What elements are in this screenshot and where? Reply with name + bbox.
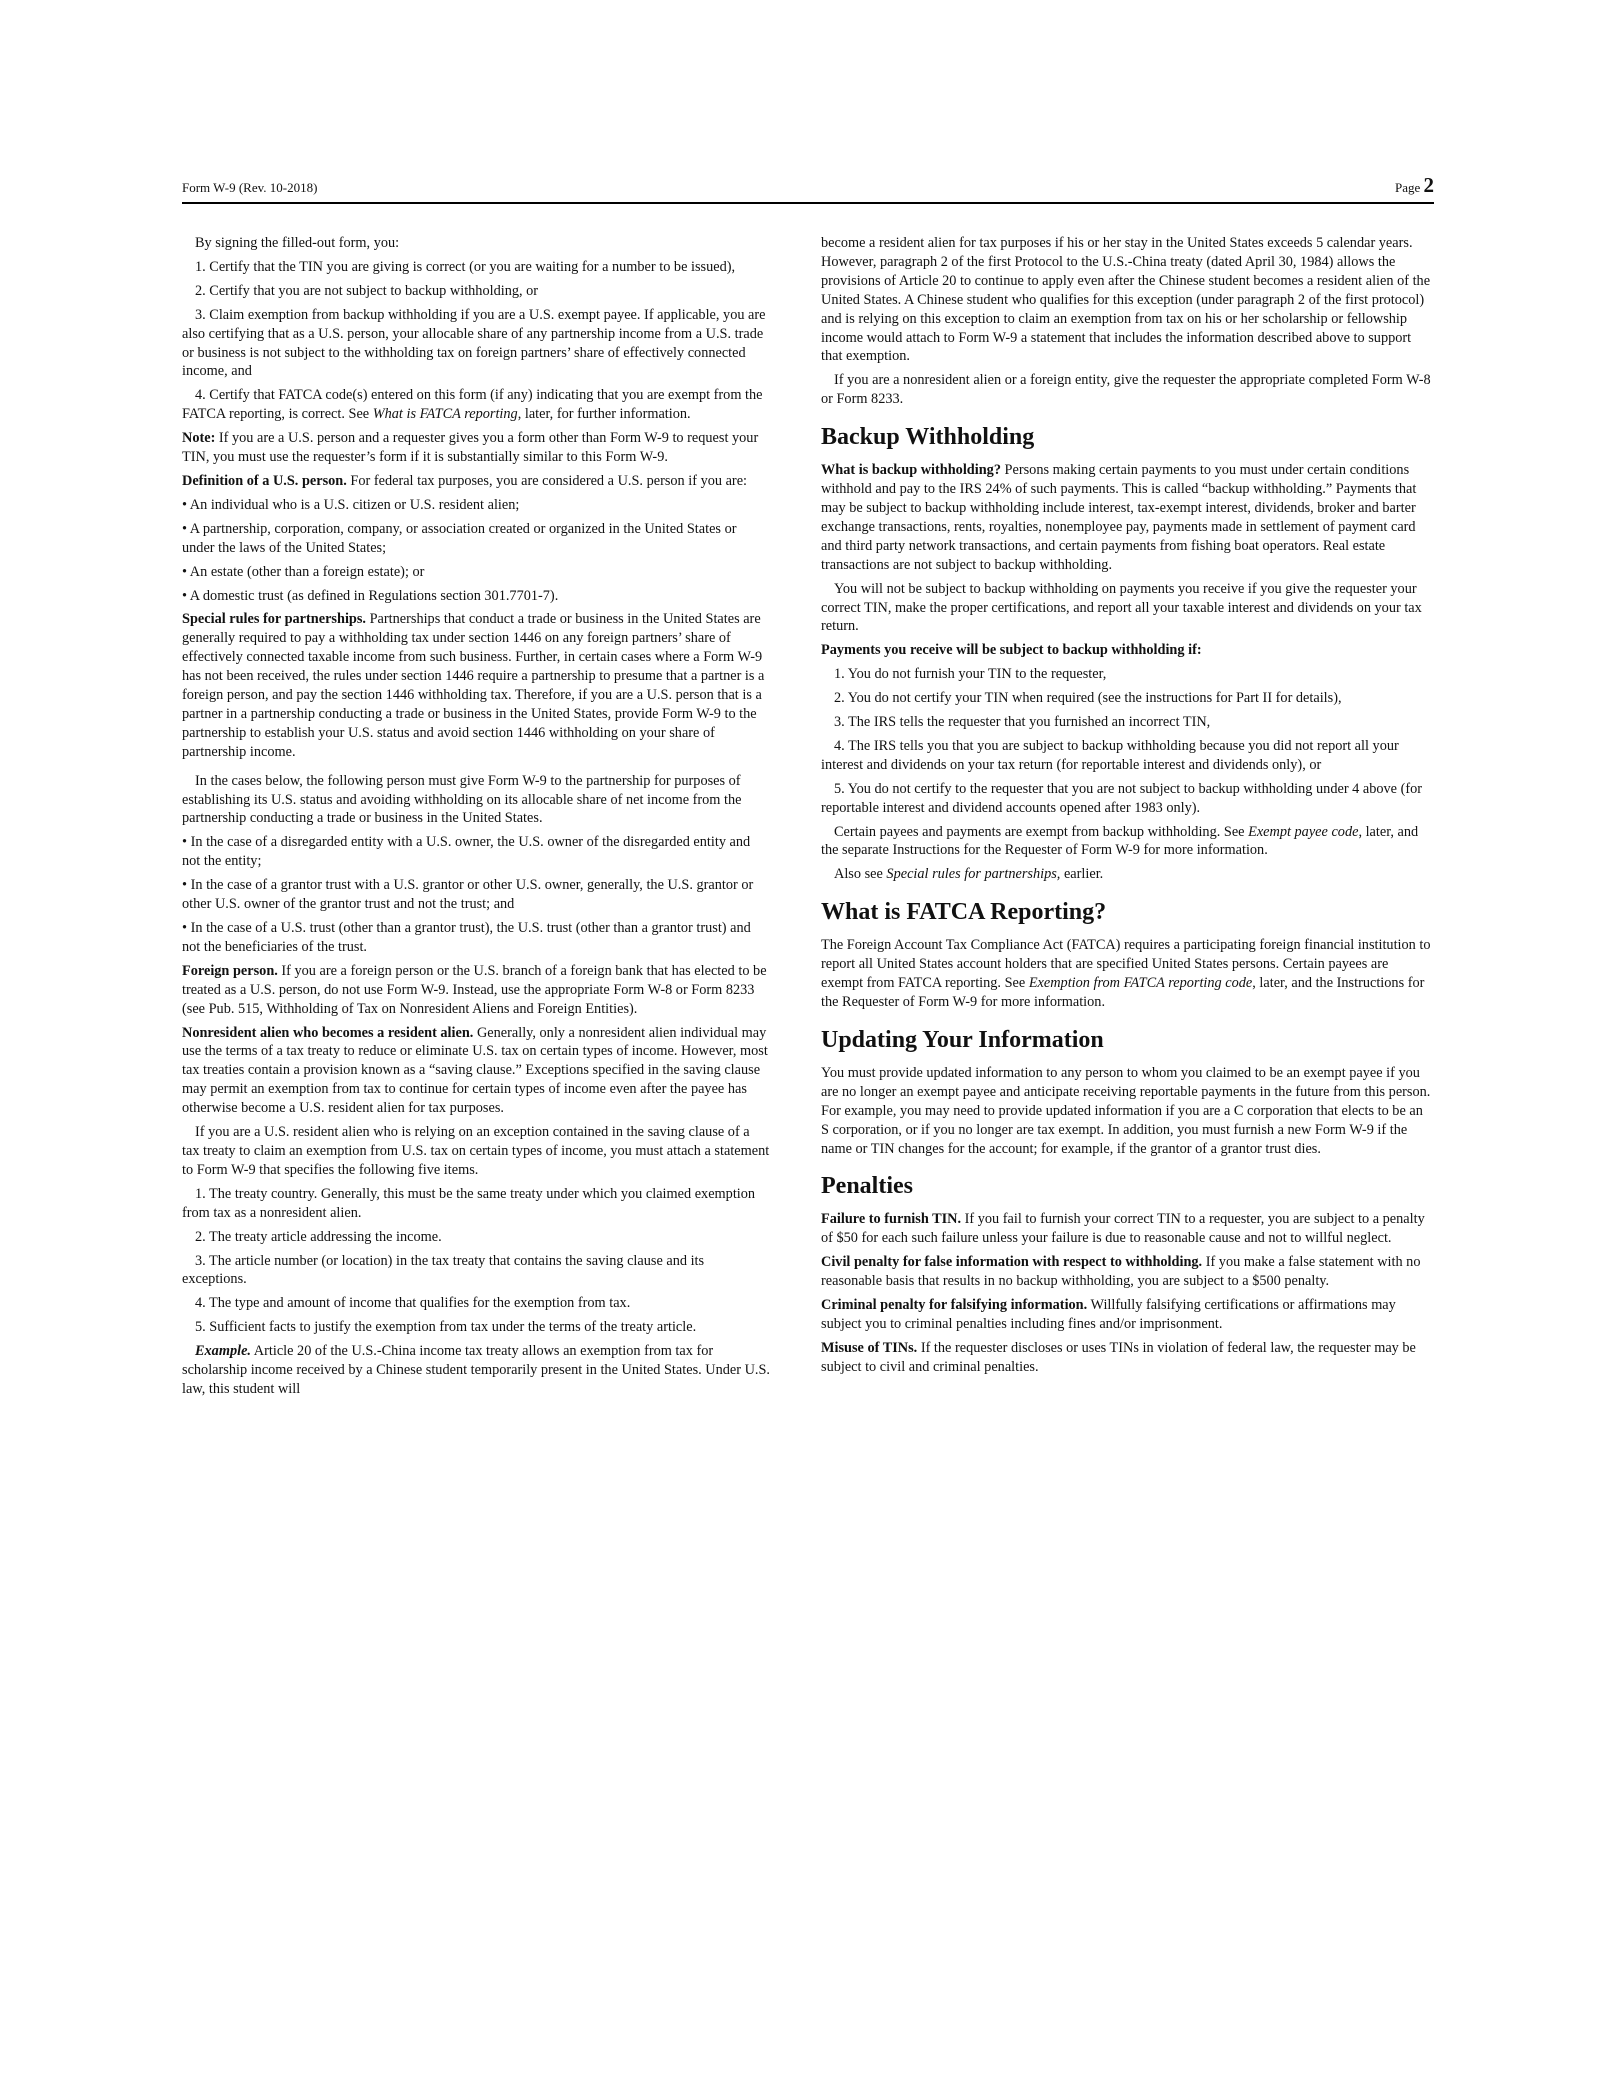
bullet-item: • In the case of a disregarded entity with a U.S. owner, the U.S. owner of the disregarded entity and not the entity; <box>182 834 751 870</box>
cross-reference: What is FATCA reporting <box>372 406 518 423</box>
list-item: 3. The IRS tells the requester that you furnished an incorrect TIN, <box>834 714 1211 731</box>
text: Generally, only a nonresident alien individual may use the terms of a tax treaty to reduce or eliminate U.S. tax on certain types of income. However, most tax treaties contain a provision known as a “saving clause.” Exceptions specified in the saving clause may permit an exemption from tax to continue for certain types of income even after the payee has otherwise become a U.S. resident alien for tax purposes. <box>182 1024 768 1117</box>
foreign-person-paragraph <box>182 962 770 1019</box>
note-paragraph <box>182 429 770 467</box>
definition-paragraph <box>182 472 770 491</box>
backup-withholding-paragraph <box>821 461 1432 574</box>
text: Also see <box>834 866 887 883</box>
text: Persons making certain payments to you must under certain conditions withhold and pay to the IRS 24% of such payments. This is called “backup withholding.” Payments that may be subject to backup withholding include interest, tax-exempt interest, dividends, broker and barter exchange transactions, rents, royalties, nonemployee pay, payments made in settlement of payment card and third party network transactions, and certain payments from fishing boat operators. Real estate transactions are not subject to backup withholding. <box>821 462 1417 573</box>
paragraph: By signing the filled-out form, you: <box>195 235 400 251</box>
run-in-heading: Example. <box>195 1343 251 1360</box>
page-prefix: Page <box>1394 180 1421 195</box>
text: Willfully falsifying certifications or affirmations may subject you to criminal penalties including fines and/or imprisonment. <box>821 1297 1396 1332</box>
list-item: 3. The article number (or location) in the tax treaty that contains the saving clause and its exceptions. <box>182 1252 705 1288</box>
section-heading-backup-withholding: Backup Withholding <box>821 424 1035 451</box>
list-item: 5. You do not certify to the requester that you are not subject to backup withholding under 4 above (for reportable interest and dividend accounts opened after 1983 only). <box>821 780 1423 816</box>
text: , later, and the Instructions for the Requester of Form W-9 for more information. <box>821 975 1425 1010</box>
heading-text: Payments you receive will be subject to backup withholding if: <box>821 642 1202 659</box>
form-id: Form W-9 (Rev. 10-2018) <box>182 180 318 195</box>
right-column <box>821 234 1432 1382</box>
run-in-heading: What is backup withholding? <box>821 462 1001 479</box>
run-in-heading <box>821 641 1432 660</box>
text: If you are a foreign person or the U.S. branch of a foreign bank that has elected to be treated as a U.S. person, do not use Form W-9. Instead, use the appropriate Form W-8 or Form 8233 (see Pub. 515, Withholding of Tax on Nonresident Aliens and Foreign Entities). <box>182 962 767 1017</box>
paragraph <box>821 865 1432 884</box>
list-item: 3. Claim exemption from backup withholding if you are a U.S. exempt payee. If applicable, you are also certifying that as a U.S. person, your allocable share of any partnership income from a U.S. trade or business is not subject to the withholding tax on foreign partners’ share of effectively connected income, and <box>182 306 766 380</box>
run-in-heading: Nonresident alien who becomes a resident alien. <box>182 1024 474 1041</box>
list-item: 4. The type and amount of income that qualifies for the exemption from tax. <box>195 1295 631 1312</box>
run-in-heading: Failure to furnish TIN. <box>821 1211 962 1228</box>
penalty-paragraph <box>821 1339 1432 1377</box>
penalty-paragraph <box>821 1253 1432 1291</box>
page-header <box>182 172 1434 204</box>
bullet-item: • An estate (other than a foreign estate); or <box>182 563 425 580</box>
list-item: 4. The IRS tells you that you are subject to backup withholding because you did not report all your interest and dividends on your tax return (for reportable interest and dividends only), or <box>821 737 1399 773</box>
list-item: 2. Certify that you are not subject to backup withholding, or <box>195 282 539 299</box>
penalty-paragraph <box>821 1210 1432 1248</box>
run-in-heading: Misuse of TINs. <box>821 1339 918 1356</box>
text: The Foreign Account Tax Compliance Act (FATCA) requires a participating foreign financial institution to report all United States account holders that are specified United States persons. Certain payees are exempt from FATCA reporting. See <box>821 937 1431 992</box>
text: For federal tax purposes, you are considered a U.S. person if you are: <box>346 472 748 489</box>
section-heading-updating: Updating Your Information <box>821 1026 1104 1053</box>
list-item: 2. The treaty article addressing the income. <box>195 1228 442 1245</box>
paragraph: You must provide updated information to any person to whom you claimed to be an exempt payee if you are no longer an exempt payee and anticipate receiving reportable payments in the future from this person. For example, you may need to provide updated information if you are a C corporation that elects to be an S corporation, or if you no longer are tax exempt. In addition, you must furnish a new Form W-9 if the name or TIN changes for the account; for example, if the grantor of a grantor trust dies. <box>821 1064 1431 1157</box>
list-item: 1. The treaty country. Generally, this must be the same treaty under which you claimed exemption from tax as a nonresident alien. <box>182 1185 756 1221</box>
paragraph: In the cases below, the following person must give Form W-9 to the partnership for purposes of establishing its U.S. status and avoiding withholding on its allocable share of net income from the partnership conducting a trade or business in the United States. <box>182 772 742 827</box>
run-in-heading: Criminal penalty for falsifying information. <box>821 1297 1088 1314</box>
bullet-item: • A domestic trust (as defined in Regulations section 301.7701-7). <box>182 587 559 604</box>
paragraph: If you are a U.S. resident alien who is relying on an exception contained in the saving clause of a tax treaty to claim an exemption from U.S. tax on certain types of income, you must attach a statement to Form W-9 that specifies the following five items. <box>182 1124 770 1178</box>
page-label <box>1395 173 1434 198</box>
cross-reference: Exemption from FATCA reporting code <box>1028 975 1253 992</box>
run-in-heading: Definition of a U.S. person. <box>182 472 347 489</box>
cross-reference: Exempt payee code <box>1248 823 1359 840</box>
paragraph: If you are a nonresident alien or a foreign entity, give the requester the appropriate completed Form W-8 or Form 8233. <box>821 372 1431 408</box>
special-rules-paragraph <box>182 610 770 761</box>
bullet-item: • A partnership, corporation, company, or association created or organized in the United States or under the laws of the United States; <box>182 520 737 556</box>
text: , later, for further information. <box>517 406 691 423</box>
paragraph: You will not be subject to backup withholding on payments you receive if you give the requester your correct TIN, make the proper certifications, and report all your taxable interest and dividends on your tax return. <box>821 580 1422 635</box>
section-heading-penalties: Penalties <box>821 1173 913 1200</box>
list-item: 5. Sufficient facts to justify the exemption from tax under the terms of the treaty article. <box>195 1319 697 1336</box>
text: , later, and the separate Instructions for the Requester of Form W-9 for more information. <box>821 823 1419 859</box>
paragraph <box>821 936 1432 1012</box>
text: Certain payees and payments are exempt from backup withholding. See <box>834 823 1249 840</box>
list-item: 1. You do not furnish your TIN to the requester, <box>834 666 1107 683</box>
list-item: 2. You do not certify your TIN when required (see the instructions for Part II for details), <box>834 690 1342 707</box>
run-in-heading: Foreign person. <box>182 962 278 979</box>
penalty-paragraph <box>821 1296 1432 1334</box>
cross-reference: Special rules for partnerships, <box>886 866 1061 883</box>
list-item <box>182 386 770 424</box>
text: earlier. <box>1060 866 1104 883</box>
page-number: 2 <box>1423 173 1434 197</box>
bullet-item: • In the case of a grantor trust with a U.S. grantor or other U.S. owner, generally, the U.S. grantor or other U.S. owner of the grantor trust and not the trust; and <box>182 877 754 913</box>
text: If the requester discloses or uses TINs in violation of federal law, the requester may be subject to civil and criminal penalties. <box>821 1339 1416 1375</box>
example-paragraph <box>182 1342 770 1399</box>
run-in-heading: Note: <box>182 430 216 447</box>
nonresident-alien-paragraph <box>182 1024 770 1119</box>
paragraph <box>821 823 1432 861</box>
paragraph: become a resident alien for tax purposes if his or her stay in the United States exceeds 5 calendar years. However, paragraph 2 of the first Protocol to the U.S.-China treaty (dated April 30, 1984) allows the provisions of Article 20 to continue to apply even after the Chinese student becomes a resident alien of the United States. A Chinese student who qualifies for this exception (under paragraph 2 of the first protocol) and is relying on this exception to claim an exemption from tax on his or her scholarship or fellowship income would attach to Form W-9 a statement that includes the information described above to support that exemption. <box>821 235 1431 365</box>
text: If you make a false statement with no reasonable basis that results in no backup withholding, you are subject to a $500 penalty. <box>821 1254 1421 1290</box>
run-in-heading: Special rules for partnerships. <box>182 611 367 628</box>
left-column <box>182 234 770 1404</box>
text: If you are a U.S. person and a requester gives you a form other than Form W-9 to request your TIN, you must use the requester’s form if it is substantially similar to this Form W-9. <box>182 430 759 466</box>
bullet-item: • An individual who is a U.S. citizen or U.S. resident alien; <box>182 496 520 513</box>
text: 4. Certify that FATCA code(s) entered on this form (if any) indicating that you are exempt from the FATCA reporting, is correct. See <box>182 387 763 423</box>
text: Article 20 of the U.S.-China income tax treaty allows an exemption from tax for scholarship income received by a Chinese student temporarily present in the United States. Under U.S. law, this student will <box>182 1343 771 1397</box>
text: If you fail to furnish your correct TIN to a requester, you are subject to a penalty of $50 for each such failure unless your failure is due to reasonable cause and not to willful neglect. <box>821 1211 1425 1247</box>
section-heading-fatca: What is FATCA Reporting? <box>821 899 1107 926</box>
bullet-item: • In the case of a U.S. trust (other than a grantor trust), the U.S. trust (other than a grantor trust) and not the beneficiaries of the trust. <box>182 920 751 955</box>
run-in-heading: Civil penalty for false information with respect to withholding. <box>821 1254 1203 1271</box>
text: Partnerships that conduct a trade or business in the United States are generally required to pay a withholding tax under section 1446 on any foreign partners’ share of effectively connected taxable income from such business. Further, in certain cases where a Form W-9 has not been received, the rules under section 1446 require a partnership to presume that a partner is a foreign person, and pay the section 1446 withholding tax. Therefore, if you are a U.S. person that is a partner in a partnership conducting a trade or business in the United States, provide Form W-9 to the partnership to establish your U.S. status and avoid section 1446 withholding on your share of partnership income. <box>182 611 765 760</box>
list-item: 1. Certify that the TIN you are giving is correct (or you are waiting for a number to be issued), <box>195 258 736 275</box>
